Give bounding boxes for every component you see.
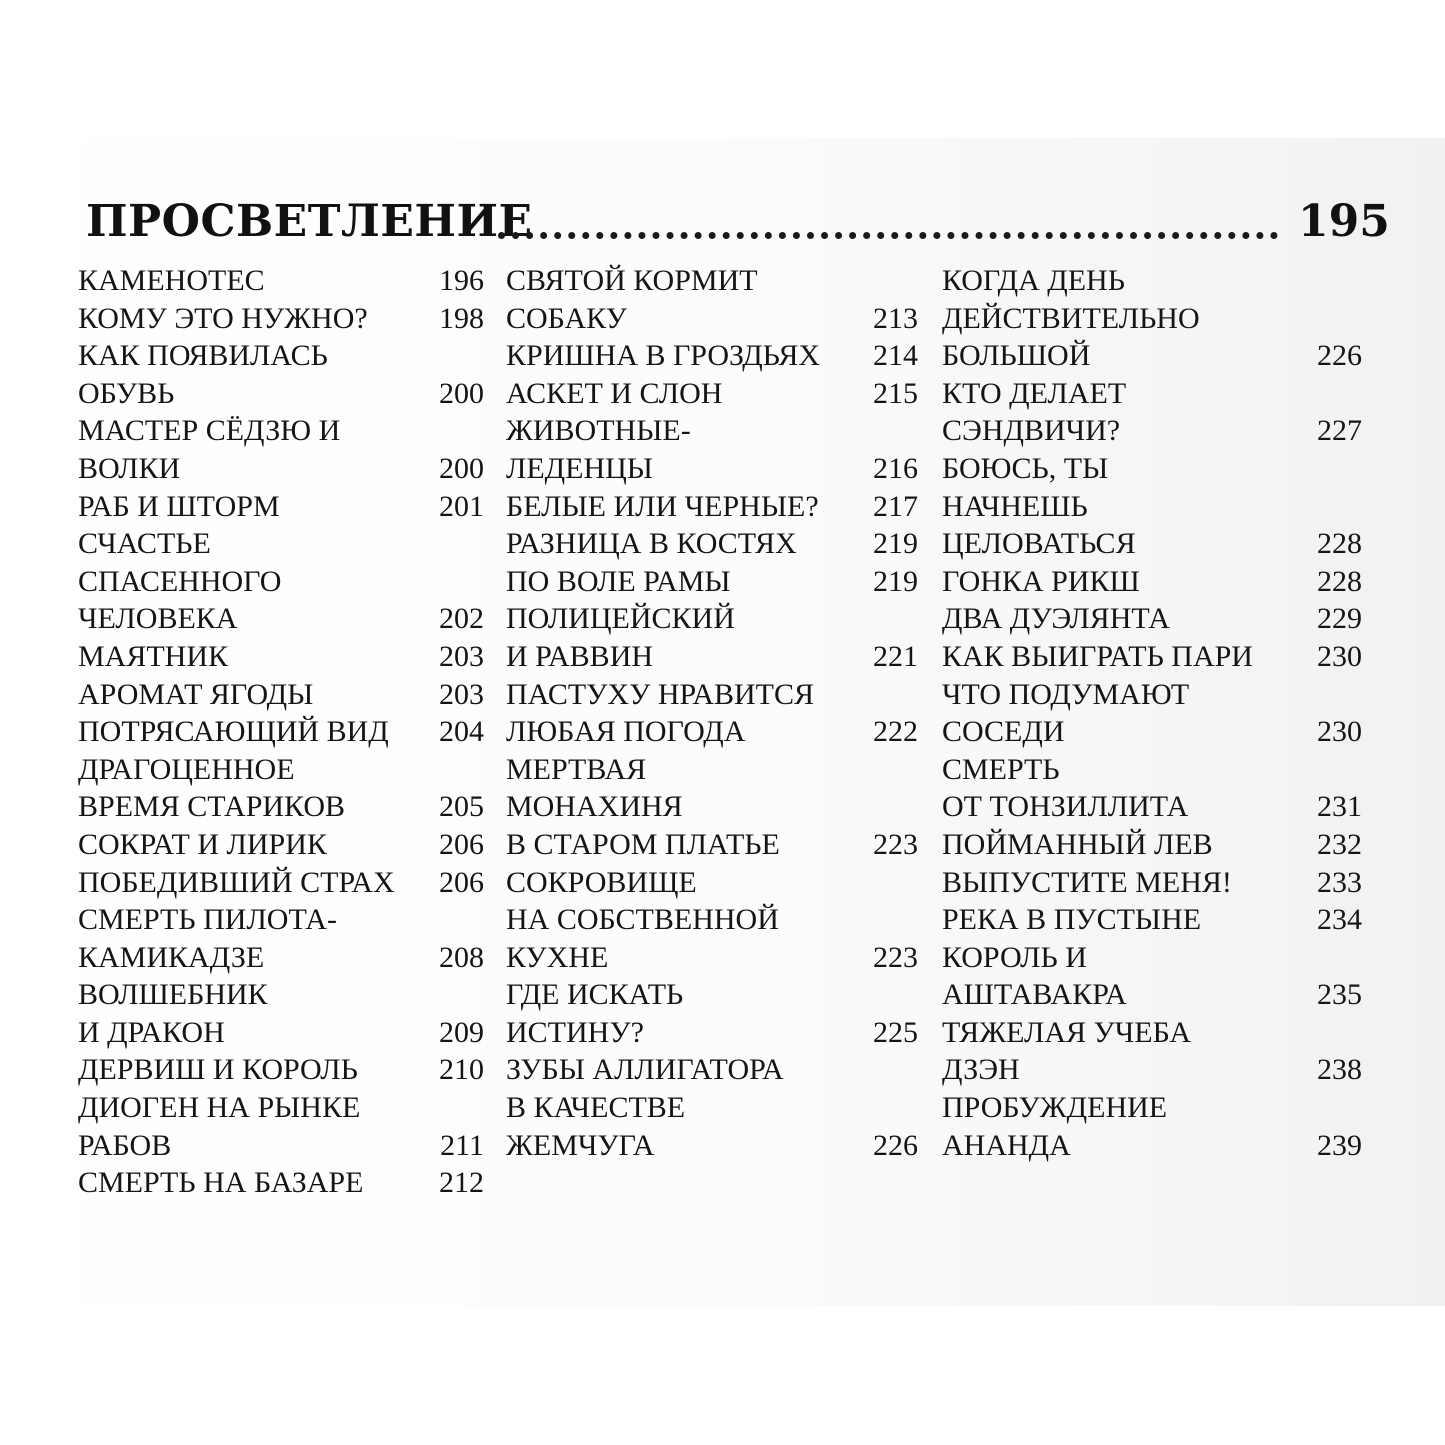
- toc-entry: [942, 450, 1362, 488]
- toc-entry: [506, 450, 918, 488]
- toc-entry: [506, 976, 918, 1014]
- toc-entry: [506, 1089, 918, 1127]
- toc-entry-title: ЛЮБАЯ ПОГОДА: [506, 715, 746, 749]
- toc-entry: [506, 262, 918, 300]
- toc-entry: [506, 488, 918, 526]
- toc-entry: [506, 638, 918, 676]
- section-title: ПРОСВЕТЛЕНИЕ: [86, 196, 533, 247]
- toc-entry-title: И ДРАКОН: [78, 1015, 225, 1049]
- toc-entry-page: 217: [873, 489, 918, 523]
- toc-entry-title: КАК ПОЯВИЛАСЬ: [78, 339, 328, 373]
- toc-entry-page: 198: [439, 301, 484, 335]
- toc-entry-page: 230: [1317, 639, 1362, 673]
- toc-entry-title: МОНАХИНЯ: [506, 790, 683, 824]
- toc-entry: [506, 713, 918, 751]
- toc-entry: [506, 1051, 918, 1089]
- toc-entry-page: 226: [1317, 339, 1362, 373]
- toc-entry: [506, 939, 918, 977]
- toc-entry-page: 223: [873, 940, 918, 974]
- toc-entry: [942, 300, 1362, 338]
- toc-entry-title: И РАВВИН: [506, 639, 654, 673]
- toc-entry-title: ВРЕМЯ СТАРИКОВ: [78, 790, 345, 824]
- toc-entry: [942, 563, 1362, 601]
- toc-entry-page: 202: [439, 602, 484, 636]
- toc-entry: [78, 1051, 484, 1089]
- toc-entry: [78, 751, 484, 789]
- toc-entry: [78, 525, 484, 563]
- toc-entry: [942, 525, 1362, 563]
- toc-entry-title: ПОЛИЦЕЙСКИЙ: [506, 602, 735, 636]
- toc-entry: [78, 563, 484, 601]
- toc-entry: [506, 751, 918, 789]
- toc-entry-title: РАЗНИЦА В КОСТЯХ: [506, 527, 797, 561]
- toc-entry: [942, 1051, 1362, 1089]
- toc-entry: [78, 262, 484, 300]
- toc-entry: [78, 1127, 484, 1165]
- toc-entry-title: ИСТИНУ?: [506, 1015, 644, 1049]
- toc-entry: [506, 676, 918, 714]
- toc-entry-title: ЖИВОТНЫЕ-: [506, 414, 691, 448]
- toc-entry-page: 201: [439, 489, 484, 523]
- toc-entry-page: 234: [1317, 903, 1362, 937]
- toc-entry-title: АРОМАТ ЯГОДЫ: [78, 677, 314, 711]
- toc-entry: [942, 1014, 1362, 1052]
- toc-column-3: [942, 262, 1362, 1164]
- toc-entry: [942, 1127, 1362, 1165]
- toc-entry-title: СОКРАТ И ЛИРИК: [78, 827, 327, 861]
- toc-entry: [78, 412, 484, 450]
- toc-entry: [506, 375, 918, 413]
- toc-entry-title: РАБОВ: [78, 1128, 172, 1162]
- toc-entry-title: КОМУ ЭТО НУЖНО?: [78, 301, 368, 335]
- toc-entry: [942, 488, 1362, 526]
- toc-entry-page: 222: [873, 715, 918, 749]
- toc-entry-title: СПАСЕННОГО: [78, 564, 282, 598]
- toc-entry: [942, 676, 1362, 714]
- toc-entry-title: ПОБЕДИВШИЙ СТРАХ: [78, 865, 395, 899]
- toc-entry-page: 206: [439, 827, 484, 861]
- toc-entry: [78, 1014, 484, 1052]
- toc-entry-page: 203: [439, 677, 484, 711]
- toc-entry: [942, 412, 1362, 450]
- toc-entry-title: МАЯТНИК: [78, 639, 229, 673]
- toc-entry-title: АНАНДА: [942, 1128, 1071, 1162]
- toc-entry-title: СОКРОВИЩЕ: [506, 865, 697, 899]
- toc-entry-title: ВЫПУСТИТЕ МЕНЯ!: [942, 865, 1232, 899]
- toc-entry: [78, 1089, 484, 1127]
- toc-entry: [506, 901, 918, 939]
- toc-entry-page: 210: [439, 1053, 484, 1087]
- toc-entry-page: 206: [439, 865, 484, 899]
- toc-entry-page: 233: [1317, 865, 1362, 899]
- toc-entry-page: 205: [439, 790, 484, 824]
- toc-entry-page: 208: [439, 940, 484, 974]
- toc-entry: [942, 337, 1362, 375]
- toc-entry: [942, 1089, 1362, 1127]
- toc-entry-title: БЕЛЫЕ ИЛИ ЧЕРНЫЕ?: [506, 489, 819, 523]
- toc-column-1: [78, 262, 484, 1202]
- toc-entry-title: КОГДА ДЕНЬ: [942, 264, 1125, 297]
- toc-column-2: [506, 262, 918, 1164]
- toc-entry-page: 214: [873, 339, 918, 373]
- toc-entry: [942, 901, 1362, 939]
- toc-entry-title: ДЗЭН: [942, 1053, 1020, 1087]
- toc-entry: [942, 375, 1362, 413]
- toc-entry: [506, 525, 918, 563]
- toc-entry: [506, 788, 918, 826]
- toc-entry-page: 211: [440, 1128, 484, 1162]
- toc-entry-title: КРИШНА В ГРОЗДЬЯХ: [506, 339, 820, 373]
- toc-entry: [78, 939, 484, 977]
- toc-entry-title: РАБ И ШТОРМ: [78, 489, 280, 523]
- toc-entry: [506, 412, 918, 450]
- toc-entry-title: СЭНДВИЧИ?: [942, 414, 1121, 448]
- toc-entry: [506, 1127, 918, 1165]
- toc-entry-page: 221: [873, 639, 918, 673]
- toc-entry-title: ЗУБЫ АЛЛИГАТОРА: [506, 1053, 784, 1087]
- toc-entry: [506, 600, 918, 638]
- toc-entry-title: ДРАГОЦЕННОЕ: [78, 752, 295, 786]
- toc-entry-title: БОЛЬШОЙ: [942, 339, 1091, 373]
- toc-entry-title: СВЯТОЙ КОРМИТ: [506, 264, 758, 297]
- toc-entry-title: СЧАСТЬЕ: [78, 527, 211, 561]
- toc-entry-title: НАЧНЕШЬ: [942, 489, 1088, 523]
- toc-entry-title: ДВА ДУЭЛЯНТА: [942, 602, 1170, 636]
- toc-entry-page: 238: [1317, 1053, 1362, 1087]
- toc-entry-title: РЕКА В ПУСТЫНЕ: [942, 903, 1202, 937]
- toc-entry-page: 228: [1317, 564, 1362, 598]
- toc-entry: [78, 488, 484, 526]
- toc-entry-page: 213: [873, 301, 918, 335]
- toc-entry-page: 235: [1317, 978, 1362, 1012]
- toc-entry-title: ГДЕ ИСКАТЬ: [506, 978, 684, 1012]
- toc-entry-title: СОБАКУ: [506, 301, 627, 335]
- toc-entry-title: ЖЕМЧУГА: [506, 1128, 655, 1162]
- toc-entry-page: 216: [873, 451, 918, 485]
- toc-entry: [78, 676, 484, 714]
- toc-entry-page: 212: [439, 1166, 484, 1200]
- section-page-number: 195: [1298, 196, 1390, 247]
- toc-entry-title: КАМЕНОТЕС: [78, 264, 265, 297]
- toc-entry-page: 200: [439, 451, 484, 485]
- toc-entry-title: В СТАРОМ ПЛАТЬЕ: [506, 827, 780, 861]
- toc-entry-title: ПО ВОЛЕ РАМЫ: [506, 564, 731, 598]
- toc-entry: [942, 826, 1362, 864]
- toc-entry-page: 209: [439, 1015, 484, 1049]
- toc-entry: [78, 976, 484, 1014]
- toc-entry-title: ЦЕЛОВАТЬСЯ: [942, 527, 1136, 561]
- toc-entry: [78, 1164, 484, 1202]
- toc-entry-title: НА СОБСТВЕННОЙ: [506, 903, 779, 937]
- toc-entry-title: ВОЛКИ: [78, 451, 181, 485]
- toc-entry-page: 219: [873, 564, 918, 598]
- toc-entry: [78, 826, 484, 864]
- toc-entry-title: АСКЕТ И СЛОН: [506, 376, 723, 410]
- toc-entry-title: ЧЕЛОВЕКА: [78, 602, 238, 636]
- toc-entry: [942, 788, 1362, 826]
- toc-entry-title: СМЕРТЬ: [942, 752, 1060, 786]
- toc-entry-page: 200: [439, 376, 484, 410]
- toc-entry-title: ПОЙМАННЫЙ ЛЕВ: [942, 827, 1213, 861]
- toc-entry-title: КАК ВЫИГРАТЬ ПАРИ: [942, 639, 1253, 673]
- toc-entry-page: 196: [439, 264, 484, 297]
- toc-entry: [942, 638, 1362, 676]
- toc-entry-page: 225: [873, 1015, 918, 1049]
- toc-entry: [942, 751, 1362, 789]
- toc-entry-page: 219: [873, 527, 918, 561]
- toc-entry-title: МАСТЕР СЁДЗЮ И: [78, 414, 341, 448]
- toc-entry: [78, 713, 484, 751]
- toc-entry-page: 228: [1317, 527, 1362, 561]
- toc-entry: [78, 300, 484, 338]
- toc-entry-title: СОСЕДИ: [942, 715, 1065, 749]
- toc-entry-title: ОБУВЬ: [78, 376, 175, 410]
- toc-entry: [78, 375, 484, 413]
- toc-entry: [78, 788, 484, 826]
- toc-entry-title: ГОНКА РИКШ: [942, 564, 1140, 598]
- toc-entry-page: 203: [439, 639, 484, 673]
- toc-entry: [942, 976, 1362, 1014]
- toc-entry: [506, 563, 918, 601]
- toc-entry: [942, 600, 1362, 638]
- toc-entry: [506, 1014, 918, 1052]
- toc-entry: [506, 826, 918, 864]
- toc-entry-page: 223: [873, 827, 918, 861]
- toc-entry-title: КТО ДЕЛАЕТ: [942, 376, 1127, 410]
- toc-entry: [78, 638, 484, 676]
- toc-entry-title: ПАСТУХУ НРАВИТСЯ: [506, 677, 815, 711]
- toc-entry-title: СМЕРТЬ НА БАЗАРЕ: [78, 1166, 364, 1200]
- toc-entry-title: ПОТРЯСАЮЩИЙ ВИД: [78, 715, 389, 749]
- toc-entry-title: ЧТО ПОДУМАЮТ: [942, 677, 1190, 711]
- toc-entry: [78, 450, 484, 488]
- toc-entry: [506, 864, 918, 902]
- toc-entry: [942, 713, 1362, 751]
- toc-entry: [942, 864, 1362, 902]
- toc-entry-title: СМЕРТЬ ПИЛОТА-: [78, 903, 337, 937]
- toc-entry-title: БОЮСЬ, ТЫ: [942, 451, 1109, 485]
- toc-entry-page: 227: [1317, 414, 1362, 448]
- toc-entry-title: МЕРТВАЯ: [506, 752, 647, 786]
- toc-entry: [78, 600, 484, 638]
- toc-entry-title: ДИОГЕН НА РЫНКЕ: [78, 1091, 361, 1125]
- toc-entry: [506, 300, 918, 338]
- toc-entry-title: ДЕЙСТВИТЕЛЬНО: [942, 301, 1200, 335]
- dot-leader: [498, 232, 1278, 239]
- toc-entry-page: 215: [873, 376, 918, 410]
- toc-entry: [942, 939, 1362, 977]
- toc-entry-page: 229: [1317, 602, 1362, 636]
- toc-entry: [78, 901, 484, 939]
- toc-entry-title: В КАЧЕСТВЕ: [506, 1091, 686, 1125]
- toc-entry-title: ТЯЖЕЛАЯ УЧЕБА: [942, 1015, 1192, 1049]
- toc-entry: [942, 262, 1362, 300]
- toc-entry-title: ОТ ТОНЗИЛЛИТА: [942, 790, 1189, 824]
- toc-entry: [78, 864, 484, 902]
- toc-entry: [78, 337, 484, 375]
- toc-entry-title: ВОЛШЕБНИК: [78, 978, 268, 1012]
- toc-entry-page: 231: [1317, 790, 1362, 824]
- toc-entry-page: 226: [873, 1128, 918, 1162]
- toc-page: [0, 138, 1445, 1306]
- toc-entry-title: ЛЕДЕНЦЫ: [506, 451, 653, 485]
- toc-entry-page: 230: [1317, 715, 1362, 749]
- toc-entry-title: ДЕРВИШ И КОРОЛЬ: [78, 1053, 358, 1087]
- toc-entry-title: ПРОБУЖДЕНИЕ: [942, 1091, 1168, 1125]
- toc-entry-title: АШТАВАКРА: [942, 978, 1127, 1012]
- toc-entry-page: 232: [1317, 827, 1362, 861]
- toc-entry-title: КАМИКАДЗЕ: [78, 940, 265, 974]
- toc-entry-page: 204: [439, 715, 484, 749]
- toc-entry-title: КУХНЕ: [506, 940, 609, 974]
- toc-entry-page: 239: [1317, 1128, 1362, 1162]
- toc-entry-title: КОРОЛЬ И: [942, 940, 1087, 974]
- toc-entry: [506, 337, 918, 375]
